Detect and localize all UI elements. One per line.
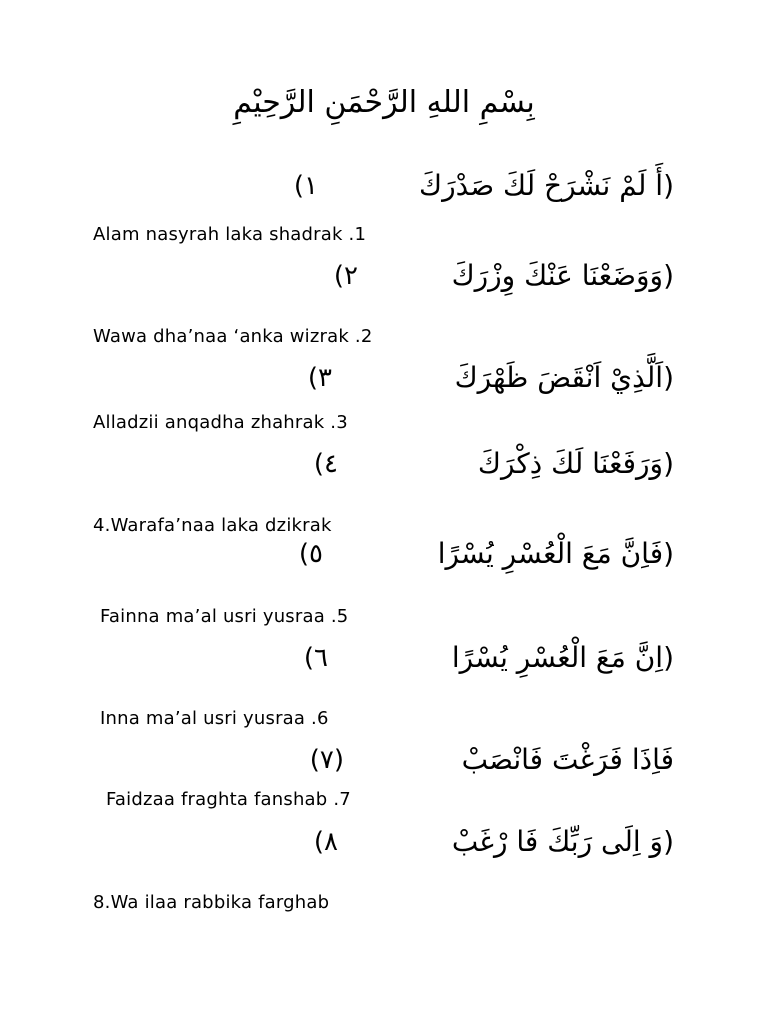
verse-2-transliteration: Wawa dha’naa ‘anka wizrak .2 [93,326,373,347]
verse-4-transliteration: 4.Warafa’naa laka dzikrak [93,515,332,536]
verse-8-transliteration: 8.Wa ilaa rabbika farghab [93,892,330,913]
verse-6-arabic: (اِنَّ مَعَ الْعُسْرِ يُسْرًا [451,641,674,674]
verse-5-transliteration: Fainna ma’al usri yusraa .5 [100,606,349,627]
verse-4-number: ٤) [313,449,338,479]
basmala-heading: بِسْمِ اللهِ الرَّحْمَنِ الرَّحِيْمِ [233,85,535,120]
verse-3-number: ٣) [307,363,332,393]
verse-3-arabic: (اَلَّذِيْ اَنْقَضَ ظَهْرَكَ [454,361,674,394]
verse-2-arabic: (وَوَضَعْنَا عَنْكَ وِزْرَكَ [451,259,674,292]
verse-3-transliteration: Alladzii anqadha zhahrak .3 [93,412,348,433]
verse-7-number: (٧) [309,745,344,775]
verse-8-arabic: (وَ اِلَى رَبِّكَ فَا رْغَبْ [451,825,674,858]
verse-4-arabic: (وَرَفَعْنَا لَكَ ذِكْرَكَ [477,447,674,480]
verse-1-arabic: (أَ لَمْ نَشْرَحْ لَكَ صَدْرَكَ [419,169,674,202]
verse-6-number: ٦) [303,643,328,673]
verse-5-number: ٥) [298,539,323,569]
verse-7-arabic: فَاِذَا فَرَغْتَ فَانْصَبْ [461,743,674,776]
verse-1-transliteration: Alam nasyrah laka shadrak .1 [93,224,367,245]
verse-1-number: ١) [293,171,318,201]
verse-5-arabic: (فَاِنَّ مَعَ الْعُسْرِ يُسْرًا [437,537,674,570]
verse-2-number: ٢) [333,261,358,291]
verse-6-transliteration: Inna ma’al usri yusraa .6 [100,708,329,729]
verse-8-number: ٨) [313,827,338,857]
verse-7-transliteration: Faidzaa fraghta fanshab .7 [106,789,351,810]
